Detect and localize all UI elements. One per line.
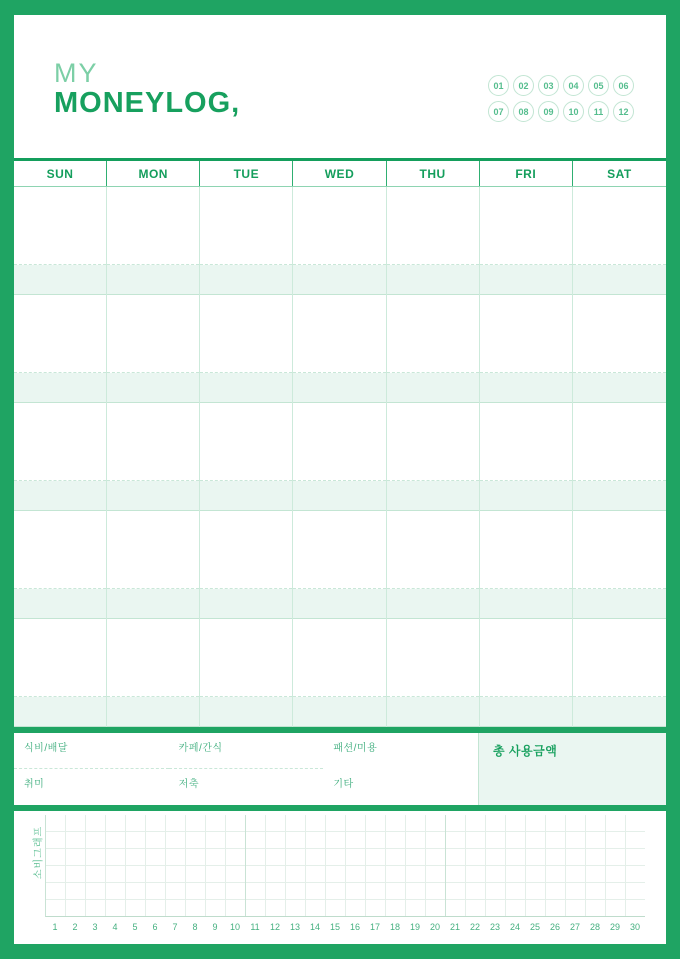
day-amount-strip[interactable]	[200, 481, 292, 511]
calendar-day-cell[interactable]	[200, 403, 293, 511]
x-axis-tick-label: 2	[72, 921, 78, 932]
calendar-day-cell[interactable]	[200, 295, 293, 403]
x-axis-tick-label: 1	[52, 921, 58, 932]
category-grid	[14, 733, 478, 805]
x-axis-tick-label: 6	[152, 921, 158, 932]
calendar-day-cell[interactable]	[14, 403, 107, 511]
month-circle[interactable]: 02	[513, 75, 534, 96]
calendar-day-cell[interactable]	[107, 403, 200, 511]
day-amount-strip[interactable]	[107, 265, 199, 295]
calendar-day-cell[interactable]	[387, 403, 480, 511]
day-amount-strip[interactable]	[573, 589, 666, 619]
day-amount-strip[interactable]	[200, 265, 292, 295]
day-amount-strip[interactable]	[480, 589, 572, 619]
day-amount-strip[interactable]	[573, 373, 666, 403]
header	[14, 15, 666, 158]
weekday-label: THU	[387, 161, 480, 186]
day-note-area[interactable]	[107, 619, 199, 697]
x-axis-tick-label: 5	[132, 921, 138, 932]
day-amount-strip[interactable]	[480, 373, 572, 403]
month-circle[interactable]: 09	[538, 101, 559, 122]
day-amount-strip[interactable]	[293, 373, 385, 403]
calendar-day-cell[interactable]	[387, 619, 480, 727]
x-axis-tick-label: 17	[369, 921, 380, 932]
x-axis-tick-label: 16	[349, 921, 360, 932]
x-axis-tick-label: 25	[529, 921, 540, 932]
day-amount-strip[interactable]	[293, 481, 385, 511]
month-circle[interactable]: 12	[613, 101, 634, 122]
x-axis-tick-label: 20	[429, 921, 440, 932]
day-amount-strip[interactable]	[14, 589, 106, 619]
category-field[interactable]: 카페/간식	[169, 733, 324, 769]
day-note-area[interactable]	[200, 511, 292, 589]
calendar-day-cell[interactable]	[107, 187, 200, 295]
day-amount-strip[interactable]	[480, 265, 572, 295]
calendar-day-cell[interactable]	[480, 187, 573, 295]
day-note-area[interactable]	[293, 403, 385, 481]
x-axis-tick-label: 15	[329, 921, 340, 932]
total-amount-label: 총 사용금액	[493, 744, 558, 759]
month-selector	[488, 75, 634, 122]
calendar-week-row	[14, 295, 666, 403]
calendar-day-cell[interactable]	[200, 187, 293, 295]
month-circle[interactable]: 04	[563, 75, 584, 96]
day-amount-strip[interactable]	[387, 373, 479, 403]
x-axis-tick-label: 23	[489, 921, 500, 932]
month-circle[interactable]: 11	[588, 101, 609, 122]
day-amount-strip[interactable]	[387, 589, 479, 619]
calendar-day-cell[interactable]	[293, 511, 386, 619]
day-note-area[interactable]	[14, 619, 106, 697]
day-note-area[interactable]	[107, 295, 199, 373]
x-axis-tick-label: 10	[229, 921, 240, 932]
month-circle[interactable]: 03	[538, 75, 559, 96]
day-amount-strip[interactable]	[14, 373, 106, 403]
x-axis-tick-label: 28	[589, 921, 600, 932]
day-note-area[interactable]	[387, 619, 479, 697]
weekday-label: SAT	[607, 166, 632, 181]
month-circle[interactable]: 10	[563, 101, 584, 122]
calendar-day-cell[interactable]	[14, 187, 107, 295]
day-amount-strip[interactable]	[573, 481, 666, 511]
calendar-day-cell[interactable]	[480, 619, 573, 727]
day-amount-strip[interactable]	[293, 697, 385, 727]
day-note-area[interactable]	[573, 511, 666, 589]
x-axis-tick-label: 8	[192, 921, 198, 932]
x-axis-tick-label: 24	[509, 921, 520, 932]
category-field[interactable]: 취미	[24, 779, 45, 791]
day-amount-strip[interactable]	[387, 697, 479, 727]
calendar-day-cell[interactable]	[107, 295, 200, 403]
expense-summary	[14, 733, 666, 805]
x-axis-tick-label: 4	[112, 921, 118, 932]
weekday-label: SUN	[14, 161, 107, 186]
x-axis-tick-label: 30	[629, 921, 640, 932]
day-note-area[interactable]	[387, 403, 479, 481]
day-note-area[interactable]	[573, 187, 666, 265]
day-amount-strip[interactable]	[107, 481, 199, 511]
day-amount-strip[interactable]	[14, 697, 106, 727]
day-note-area[interactable]	[480, 295, 572, 373]
month-circle[interactable]: 08	[513, 101, 534, 122]
page-title-prefix: MY	[54, 58, 99, 88]
calendar-week-row	[14, 187, 666, 295]
day-note-area[interactable]	[293, 295, 385, 373]
day-note-area[interactable]	[14, 511, 106, 589]
day-note-area[interactable]	[573, 295, 666, 373]
day-note-area[interactable]	[480, 403, 572, 481]
month-circle[interactable]: 05	[588, 75, 609, 96]
day-note-area[interactable]	[293, 619, 385, 697]
weekday-label: TUE	[200, 161, 293, 186]
page-title: MONEYLOG,	[54, 87, 241, 120]
day-amount-strip[interactable]	[14, 265, 106, 295]
day-note-area[interactable]	[107, 187, 199, 265]
graph-plot-area[interactable]	[45, 815, 645, 917]
calendar-day-cell[interactable]	[573, 295, 666, 403]
day-amount-strip[interactable]	[387, 265, 479, 295]
day-amount-strip[interactable]	[200, 697, 292, 727]
calendar-week-row	[14, 511, 666, 619]
x-axis-tick-label: 22	[469, 921, 480, 932]
day-amount-strip[interactable]	[107, 589, 199, 619]
month-circle[interactable]: 07	[488, 101, 509, 122]
x-axis-tick-label: 14	[309, 921, 320, 932]
x-axis-tick-label: 27	[569, 921, 580, 932]
day-note-area[interactable]	[573, 403, 666, 481]
month-circle[interactable]: 06	[613, 75, 634, 96]
x-axis-tick-label: 29	[609, 921, 620, 932]
x-axis-tick-label: 12	[269, 921, 280, 932]
calendar-day-cell[interactable]	[573, 187, 666, 295]
calendar-week-row	[14, 403, 666, 511]
calendar-day-cell[interactable]	[480, 403, 573, 511]
day-note-area[interactable]	[480, 511, 572, 589]
day-amount-strip[interactable]	[573, 697, 666, 727]
day-note-area[interactable]	[387, 511, 479, 589]
day-note-area[interactable]	[200, 295, 292, 373]
day-note-area[interactable]	[293, 187, 385, 265]
calendar-day-cell[interactable]	[14, 619, 107, 727]
x-axis-tick-label: 13	[289, 921, 300, 932]
day-note-area[interactable]	[293, 511, 385, 589]
day-amount-strip[interactable]	[14, 481, 106, 511]
day-note-area[interactable]	[14, 403, 106, 481]
calendar-day-cell[interactable]	[200, 511, 293, 619]
calendar-day-cell[interactable]	[293, 403, 386, 511]
day-amount-strip[interactable]	[573, 265, 666, 295]
calendar-day-cell[interactable]	[573, 619, 666, 727]
day-note-area[interactable]	[107, 511, 199, 589]
calendar-day-cell[interactable]	[387, 511, 480, 619]
weekday-label: MON	[107, 161, 200, 186]
day-note-area[interactable]	[14, 295, 106, 373]
calendar-week-row	[14, 619, 666, 727]
day-amount-strip[interactable]	[480, 697, 572, 727]
x-axis-tick-label: 19	[409, 921, 420, 932]
total-amount-box[interactable]	[478, 733, 666, 805]
day-note-area[interactable]	[200, 619, 292, 697]
calendar-day-cell[interactable]	[480, 511, 573, 619]
category-field[interactable]: 식비/배달	[14, 733, 169, 769]
day-amount-strip[interactable]	[200, 373, 292, 403]
calendar-day-cell[interactable]	[573, 511, 666, 619]
graph-axis-title: 소비그래프	[33, 825, 45, 879]
x-axis-tick-label: 7	[172, 921, 178, 932]
calendar-day-cell[interactable]	[107, 511, 200, 619]
calendar-day-cell[interactable]	[293, 619, 386, 727]
day-amount-strip[interactable]	[200, 589, 292, 619]
day-amount-strip[interactable]	[107, 373, 199, 403]
day-note-area[interactable]	[387, 295, 479, 373]
x-axis-tick-label: 26	[549, 921, 560, 932]
calendar-day-cell[interactable]	[293, 187, 386, 295]
x-axis-tick-label: 3	[92, 921, 98, 932]
category-field[interactable]: 패션/미용	[333, 743, 378, 755]
day-note-area[interactable]	[573, 619, 666, 697]
calendar-day-cell[interactable]	[14, 511, 107, 619]
calendar-day-cell[interactable]	[107, 619, 200, 727]
calendar-day-cell[interactable]	[200, 619, 293, 727]
spending-graph-section	[14, 811, 666, 944]
calendar-weekday-header	[14, 158, 666, 187]
x-axis-tick-label: 11	[250, 921, 260, 932]
day-note-area[interactable]	[200, 187, 292, 265]
day-note-area[interactable]	[480, 187, 572, 265]
calendar-day-cell[interactable]	[387, 187, 480, 295]
day-note-area[interactable]	[480, 619, 572, 697]
day-note-area[interactable]	[14, 187, 106, 265]
day-note-area[interactable]	[200, 403, 292, 481]
day-amount-strip[interactable]	[387, 481, 479, 511]
calendar-day-cell[interactable]	[573, 403, 666, 511]
category-field[interactable]: 기타	[333, 779, 354, 791]
day-note-area[interactable]	[387, 187, 479, 265]
calendar-day-cell[interactable]	[14, 295, 107, 403]
x-axis-tick-label: 9	[212, 921, 218, 932]
moneylog-sheet	[14, 15, 666, 944]
day-amount-strip[interactable]	[293, 589, 385, 619]
day-amount-strip[interactable]	[293, 265, 385, 295]
day-amount-strip[interactable]	[480, 481, 572, 511]
weekday-label: WED	[293, 161, 386, 186]
x-axis-tick-label: 18	[389, 921, 400, 932]
category-field[interactable]: 저축	[178, 779, 199, 791]
day-note-area[interactable]	[107, 403, 199, 481]
graph-x-axis	[45, 922, 645, 932]
day-amount-strip[interactable]	[107, 697, 199, 727]
x-axis-tick-label: 21	[449, 921, 460, 932]
calendar-day-cell[interactable]	[293, 295, 386, 403]
weekday-label: FRI	[480, 161, 573, 186]
month-circle[interactable]: 01	[488, 75, 509, 96]
calendar-grid	[14, 187, 666, 727]
calendar-day-cell[interactable]	[387, 295, 480, 403]
calendar-day-cell[interactable]	[480, 295, 573, 403]
